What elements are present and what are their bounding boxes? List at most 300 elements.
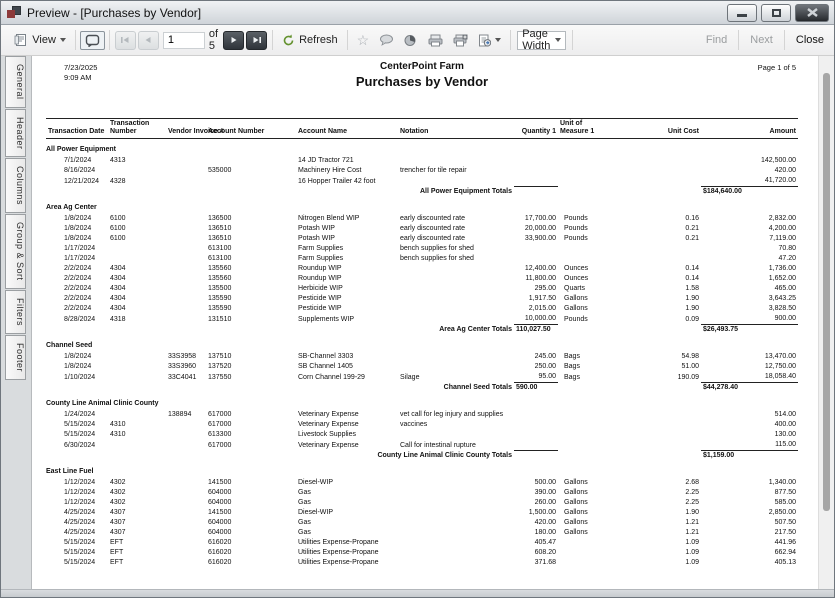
totals-quantity [514,187,558,198]
cell-quantity: 250.00 [534,363,556,370]
cell-transaction-date: 2/2/2024 [64,275,92,282]
cell-unit-cost: 1.21 [685,519,699,526]
transaction-row [46,224,798,234]
col-vendor-invoice [166,119,224,139]
cell-notation [398,488,514,498]
col-line2: Amount [769,128,796,135]
cell-transaction-number [108,166,166,176]
transaction-row [46,244,798,254]
cell-quantity: 33,900.00 [524,235,556,242]
cell-notation: early discounted rate [400,235,465,242]
cell-unit-of-measure [558,166,618,176]
cell-unit-cost [618,410,701,420]
cell-amount: 662.94 [774,549,796,556]
cell-transaction-date: 5/15/2024 [64,549,96,556]
cell-vendor-invoice [166,244,206,254]
col-line1: Unit of [560,120,583,127]
report-title: Purchases by Vendor [355,74,489,89]
cell-transaction-date: 5/15/2024 [64,431,96,438]
transaction-row [46,284,798,294]
cell-unit-cost: 0.16 [685,215,699,222]
sidebar-tab-filters[interactable]: Filters [5,290,26,334]
page-number-input[interactable] [163,32,205,49]
cell-quantity [514,440,558,451]
cell-transaction-date: 1/8/2024 [64,215,92,222]
cell-transaction-date: 1/17/2024 [64,245,96,252]
totals-amount: $1,159.00 [701,451,798,462]
cell-transaction-number: 4328 [110,177,126,185]
cell-notation [398,498,514,508]
zoom-select[interactable] [517,28,566,52]
cell-unit-of-measure [558,538,618,548]
cell-unit-cost: 1.90 [685,305,699,312]
cell-notation [398,528,514,538]
cell-amount: 585.00 [774,499,796,506]
cell-transaction-number: 4304 [110,265,126,272]
cell-amount: 3,828.50 [768,305,796,312]
close-preview-button[interactable] [789,32,831,48]
col-account-name [296,119,398,139]
cell-vendor-invoice [166,214,206,224]
page-setup-icon [453,34,468,47]
vendor-name: All Power Equipment [46,146,117,153]
cell-account-name: SB Channel 1405 [298,363,353,370]
cell-vendor-invoice [166,264,206,274]
cell-quantity: 20,000.00 [524,225,556,232]
annotation-toggle-button[interactable] [80,31,105,50]
find-next-button[interactable] [743,32,780,48]
cell-account-name: Potash WIP [298,235,335,242]
cell-quantity: 12,400.00 [524,265,556,272]
cell-notation [398,558,514,568]
cell-unit-cost [618,156,701,166]
minimize-button[interactable] [727,4,757,22]
cell-quantity: 95.00 [538,373,556,380]
zoom-value: Page Width [522,28,551,52]
cell-account-number: 535000 [208,167,232,174]
col-line2: Notation [400,128,429,135]
cell-account-name: Herbicide WIP [298,285,343,292]
preview-content [1,56,834,589]
cell-notation: Silage [400,373,420,381]
cell-amount: 507.50 [774,519,796,526]
separator [272,30,273,50]
cell-quantity: 371.68 [534,559,556,566]
cell-amount: 900.00 [774,315,796,322]
cell-quantity: 180.00 [534,529,556,536]
cell-account-name: Farm Supplies [298,255,344,262]
format-sidebar [1,56,31,589]
group-totals-row [46,187,798,198]
cell-notation: early discounted rate [400,225,465,232]
cell-amount: 18,058.40 [764,373,796,380]
col-line1: Transaction [110,120,150,127]
cell-account-name: Gas [298,489,311,496]
cell-unit-of-measure [558,156,618,166]
cell-unit-cost: 2.68 [685,479,699,486]
search-input[interactable] [577,31,699,50]
cell-vendor-invoice [166,254,206,264]
cell-transaction-date: 4/25/2024 [64,519,96,526]
totals-cost-spacer [618,383,701,394]
chart-button[interactable] [399,32,423,49]
cell-notation [398,284,514,294]
totals-label: County Line Animal Clinic County Totals [377,452,512,459]
cell-vendor-invoice [166,314,206,325]
cell-account-number: 135590 [208,305,232,312]
totals-amount: $184,640.00 [701,187,798,198]
cell-unit-of-measure [558,548,618,558]
totals-amount: $44,278.40 [701,383,798,394]
totals-amount: $26,493.75 [701,325,798,336]
cell-transaction-number [108,244,166,254]
cell-amount: 13,470.00 [764,353,796,360]
cell-vendor-invoice [166,156,206,166]
cell-quantity [514,430,558,440]
cell-unit-of-measure: Bags [564,373,580,381]
cell-transaction-number: 4313 [110,157,126,164]
find-next-label: Next [750,34,773,46]
cell-vendor-invoice [166,528,206,538]
col-line2: Account Name [298,128,348,135]
totals-cost-spacer [618,187,701,198]
totals-quantity [514,451,558,462]
sidebar-tab-footer[interactable]: Footer [5,335,26,380]
cell-unit-cost: 1.09 [685,539,699,546]
transaction-row [46,528,798,538]
cell-account-name: SB-Channel 3303 [298,353,354,360]
cell-unit-of-measure: Ounces [564,265,589,272]
totals-label: Area Ag Center Totals [439,326,512,333]
col-transaction-date [46,119,108,139]
cell-transaction-date: 1/10/2024 [64,373,96,381]
first-page-button[interactable] [115,31,136,50]
col-line2: Transaction Date [48,128,105,135]
print-button[interactable] [423,32,448,49]
col-line2: Unit Cost [667,128,699,135]
cell-unit-of-measure [558,420,618,430]
annotation-icon [85,34,100,47]
favorites-button[interactable] [352,31,375,49]
separator [510,30,511,50]
cell-account-name: Roundup WIP [298,265,342,272]
export-button[interactable] [473,32,506,49]
cell-transaction-number: 4310 [110,421,126,428]
cell-amount: 2,832.00 [768,215,796,222]
col-line2: Number [110,128,137,135]
cell-quantity [514,176,558,187]
vendor-name: Area Ag Center [46,204,97,211]
cell-transaction-number [108,352,166,362]
cell-unit-cost: 54.98 [681,353,699,360]
cell-vendor-invoice [166,538,206,548]
cell-unit-cost: 2.25 [685,499,699,506]
cell-account-number: 616020 [208,549,232,556]
vendor-group-header-row [46,461,798,478]
cell-unit-of-measure: Bags [564,363,580,370]
cell-account-name: Nitrogen Blend WIP [298,215,360,222]
group-totals-row [46,451,798,462]
cell-transaction-number [108,410,166,420]
cell-notation [398,264,514,274]
cell-amount: 142,500.00 [760,157,796,164]
col-line2: Measure 1 [560,128,595,135]
transaction-row [46,234,798,244]
close-button[interactable] [795,4,829,22]
cell-amount: 41,720.00 [764,177,796,184]
cell-notation [398,294,514,304]
cell-account-number: 137550 [208,373,232,381]
transaction-row [46,518,798,528]
cell-notation [398,548,514,558]
cell-notation [398,478,514,488]
cell-account-number: 136500 [208,215,232,222]
vendor-name: County Line Animal Clinic County [46,400,159,407]
cell-vendor-invoice [166,166,206,176]
cell-account-number: 617000 [208,421,232,428]
report-time: 9:09 AM [64,73,92,82]
cell-notation [398,352,514,362]
next-page-button[interactable] [223,31,244,50]
refresh-button[interactable] [277,32,343,49]
cell-amount: 7,119.00 [769,235,796,242]
page-setup-button[interactable] [448,32,473,49]
transaction-row [46,440,798,451]
transaction-row [46,508,798,518]
cell-transaction-number: 6100 [110,235,126,242]
cell-amount: 115.00 [775,441,796,448]
cell-notation: vet call for leg injury and supplies [400,411,504,418]
cell-vendor-invoice: 33S3960 [168,363,197,370]
vendor-group-header-row [46,393,798,410]
export-dropdown-icon [495,38,501,42]
cell-amount: 420.00 [774,167,796,174]
cell-transaction-date: 1/8/2024 [64,353,92,360]
cell-quantity [514,156,558,166]
company-name: CenterPoint Farm [380,61,464,72]
cell-notation [398,362,514,372]
transaction-row [46,498,798,508]
totals-cost-spacer [618,451,701,462]
cell-vendor-invoice [166,224,206,234]
transaction-row [46,274,798,284]
prev-page-button[interactable] [138,31,159,50]
cell-amount: 1,736.00 [768,265,796,272]
print-icon [428,34,443,47]
cell-vendor-invoice [166,176,206,187]
cell-account-name: Machinery Hire Cost [298,167,362,174]
col-line2: Account Number [208,128,265,135]
cell-transaction-date: 1/8/2024 [64,235,92,242]
chart-icon [404,34,418,47]
col-account-number [206,119,296,139]
totals-uom-spacer [558,451,618,462]
cell-unit-cost [618,254,701,264]
cell-account-name: 14 JD Tractor 721 [298,157,354,164]
cell-unit-of-measure: Gallons [564,295,588,302]
cell-account-number: 135500 [208,285,232,292]
cell-vendor-invoice [166,274,206,284]
transaction-row [46,294,798,304]
transaction-row [46,254,798,264]
cell-unit-of-measure: Gallons [564,479,588,486]
cell-unit-of-measure: Ounces [564,275,589,282]
cell-account-number: 617000 [208,411,232,418]
toolbar-grip[interactable] [4,30,6,50]
sidebar-tab-group-sort[interactable]: Group & Sort [5,214,26,289]
cell-notation [398,508,514,518]
cell-account-number: 141500 [208,479,232,486]
cell-transaction-date: 1/12/2024 [64,499,96,506]
cell-unit-cost: 0.09 [685,315,699,323]
cell-unit-cost: 1.58 [685,285,699,292]
restore-icon [772,9,781,17]
vertical-scrollbar[interactable] [818,56,834,589]
transaction-row [46,420,798,430]
transaction-row [46,410,798,420]
cell-transaction-number: EFT [110,549,124,556]
find-label: Find [705,34,728,46]
cell-vendor-invoice [166,284,206,294]
cell-amount: 217.50 [774,529,796,536]
page-indicator: Page 1 of 5 [757,63,796,72]
cell-account-name: Diesel-WIP [298,479,334,486]
cell-account-name: Potash WIP [298,225,335,232]
view-dropdown-icon [60,38,66,42]
vendor-group-header-row [46,335,798,352]
cell-transaction-date: 5/15/2024 [64,539,96,546]
separator [347,30,348,50]
cell-transaction-date: 12/21/2024 [64,177,100,185]
cell-account-name: Gas [298,499,311,506]
cell-account-name: Supplements WIP [298,315,355,323]
minimize-icon [737,14,747,17]
vendor-group-header-row [46,197,798,214]
cell-unit-cost: 0.21 [685,225,699,232]
transaction-row [46,372,798,383]
col-unit-cost [618,119,701,139]
refresh-label: Refresh [299,34,338,46]
cell-unit-of-measure [558,176,618,187]
close-preview-label: Close [795,34,824,46]
star-icon: ☆ [356,32,370,48]
sidebar-tab-header[interactable]: Header [5,109,26,158]
cell-account-number: 616020 [208,559,232,566]
cell-amount: 441.96 [774,539,796,546]
cell-quantity: 405.47 [534,539,556,546]
cell-transaction-date: 8/16/2024 [64,167,96,174]
restore-button[interactable] [761,4,791,22]
cell-transaction-number: EFT [110,539,124,546]
transaction-row [46,362,798,372]
find-button[interactable] [699,32,734,48]
window-title: Preview - [Purchases by Vendor] [27,5,202,20]
totals-quantity: 110,027.50 [514,325,558,336]
cell-quantity: 17,700.00 [524,215,556,222]
cell-account-name: Pesticide WIP [298,295,342,302]
cell-account-number: 604000 [208,489,232,496]
cell-notation: vaccines [400,421,428,428]
refresh-icon [282,34,295,47]
comments-button[interactable] [374,32,399,48]
last-page-button[interactable] [246,31,267,50]
transaction-row [46,430,798,440]
vendor-group-header-row [46,139,798,157]
cell-account-name: Roundup WIP [298,275,342,282]
cell-account-name: Veterinary Expense [298,411,359,418]
cell-account-number: 136510 [208,225,232,232]
cell-unit-cost [618,440,701,451]
col-quantity [514,119,558,139]
transaction-row [46,304,798,314]
cell-unit-cost: 190.09 [677,373,699,381]
cell-amount: 405.13 [774,559,796,566]
cell-account-name: Corn Channel 199-29 [298,373,365,381]
cell-account-name: Veterinary Expense [298,421,359,428]
cell-notation: bench supplies for shed [400,245,474,252]
cell-unit-of-measure [558,558,618,568]
report-page [31,56,818,589]
cell-quantity: 608.20 [534,549,556,556]
view-button[interactable] [9,31,71,49]
cell-quantity: 245.00 [534,353,556,360]
cell-account-name: Utilities Expense-Propane [298,559,379,566]
cell-amount: 514.00 [774,411,796,418]
cell-transaction-number [108,254,166,264]
cell-transaction-date: 7/1/2024 [64,157,92,164]
totals-label: Channel Seed Totals [443,384,512,391]
separator [572,30,573,50]
transaction-row [46,314,798,325]
cell-quantity: 10,000.00 [524,315,556,322]
sidebar-tab-general[interactable]: General [5,56,26,108]
cell-notation: trencher for tile repair [400,167,467,174]
cell-notation: bench supplies for shed [400,255,474,262]
cell-vendor-invoice [166,498,206,508]
cell-quantity [514,254,558,264]
cell-unit-of-measure: Gallons [564,489,588,496]
cell-transaction-date: 4/25/2024 [64,529,96,536]
cell-unit-cost [618,166,701,176]
cell-transaction-number: 4318 [110,315,126,323]
cell-account-number: 613300 [208,431,232,438]
separator [784,30,785,50]
cell-unit-cost: 1.09 [685,549,699,556]
cell-notation: Call for intestinal rupture [400,441,476,449]
scrollbar-thumb[interactable] [823,73,830,511]
cell-vendor-invoice [166,488,206,498]
cell-account-number: 137510 [208,353,232,360]
cell-amount: 47.20 [778,255,796,262]
sidebar-tab-columns[interactable]: Columns [5,158,26,213]
cell-amount: 1,652.00 [768,275,796,282]
cell-unit-cost [618,176,701,187]
cell-vendor-invoice [166,430,206,440]
separator [109,30,110,50]
cell-quantity: 500.00 [534,479,556,486]
cell-transaction-date: 1/12/2024 [64,479,96,486]
group-totals-row [46,325,798,336]
cell-vendor-invoice [166,478,206,488]
cell-unit-cost: 1.21 [685,529,699,536]
cell-notation [398,176,514,187]
transaction-row [46,214,798,224]
cell-unit-of-measure [558,410,618,420]
cell-quantity: 1,917.50 [528,295,556,302]
transaction-row [46,264,798,274]
cell-transaction-number: 4304 [110,275,126,282]
cell-unit-cost: 2.25 [685,489,699,496]
